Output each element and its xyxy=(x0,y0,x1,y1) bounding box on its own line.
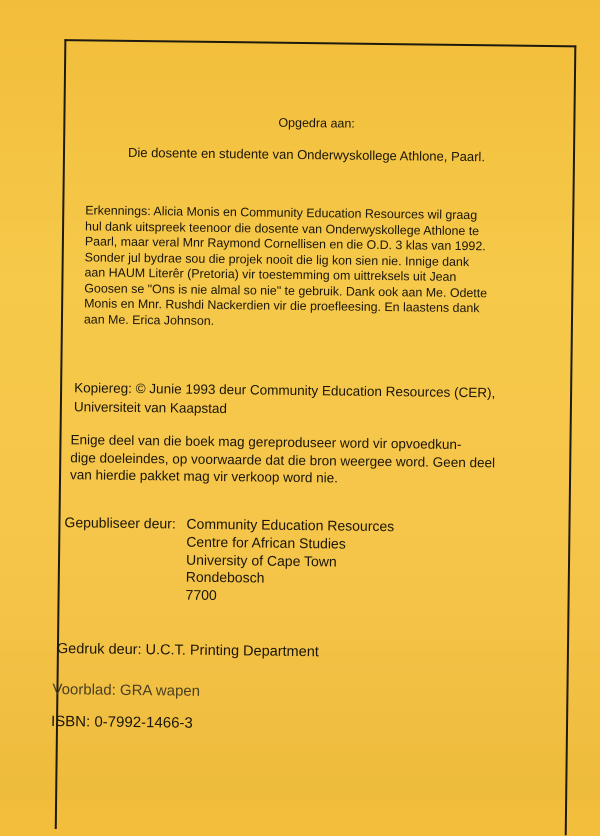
acknowledgements-line: Monis en Mnr. Rushdi Nackerdien vir die proefleesing. En laastens dank xyxy=(84,296,480,316)
acknowledgements-line: Erkennings: Alicia Monis en Community Education Resources wil graag xyxy=(85,203,478,223)
acknowledgements xyxy=(84,203,488,332)
printer-info: Gedruk deur: U.C.T. Printing Department xyxy=(56,641,319,661)
address-line: University of Cape Town xyxy=(185,551,337,570)
permission-line: Enige deel van die boek mag gereproduseer word vir opvoedkun- xyxy=(70,432,462,452)
publisher-label: Gepubliseer deur: xyxy=(64,514,176,532)
acknowledgements-line: Sonder jul bydrae sou die projek nooit die lig kon sien nie. Innige dank xyxy=(84,249,470,269)
acknowledgements-line: aan HAUM Literêr (Pretoria) vir toestemming om uittreksels uit Jean xyxy=(84,265,457,284)
copyright-line: Kopiereg: © Junie 1993 deur Community Education Resources (CER), xyxy=(74,380,496,401)
reproduction-permission xyxy=(70,431,495,489)
acknowledgements-line: aan Me. Erica Johnson. xyxy=(83,311,215,328)
acknowledgements-line: Goosen se "Ons is nie almal so nie" te gebruik. Dank ook aan Me. Odette xyxy=(84,280,488,300)
copyright-line: Universiteit van Kaapstad xyxy=(73,399,228,417)
publisher-address xyxy=(185,516,394,608)
address-line: Community Education Resources xyxy=(186,515,395,535)
address-line: Centre for African Studies xyxy=(186,533,346,552)
copyright-notice xyxy=(74,378,496,421)
dedication-text: Die dosente en studente van Onderwyskollege Athlone, Paarl. xyxy=(127,144,486,165)
permission-line: van hierdie pakket mag vir verkoop word nie. xyxy=(69,467,339,486)
dedication-title: Opgedra aan: xyxy=(278,115,355,131)
address-line: Rondebosch xyxy=(185,569,265,586)
acknowledgements-line: Paarl, maar veral Mnr Raymond Cornellisen en die O.D. 3 klas van 1992. xyxy=(84,234,486,254)
acknowledgements-line: hul dank uitspreek teenoor die dosente van Onderwyskollege Athlone te xyxy=(85,218,480,238)
address-line: 7700 xyxy=(185,586,217,604)
cover-credit: Voorblad: GRA wapen xyxy=(52,680,201,700)
permission-line: dige doeleindes, op voorwaarde dat die bron weergee word. Geen deel xyxy=(70,449,496,470)
isbn: ISBN: 0-7992-1466-3 xyxy=(50,712,193,732)
